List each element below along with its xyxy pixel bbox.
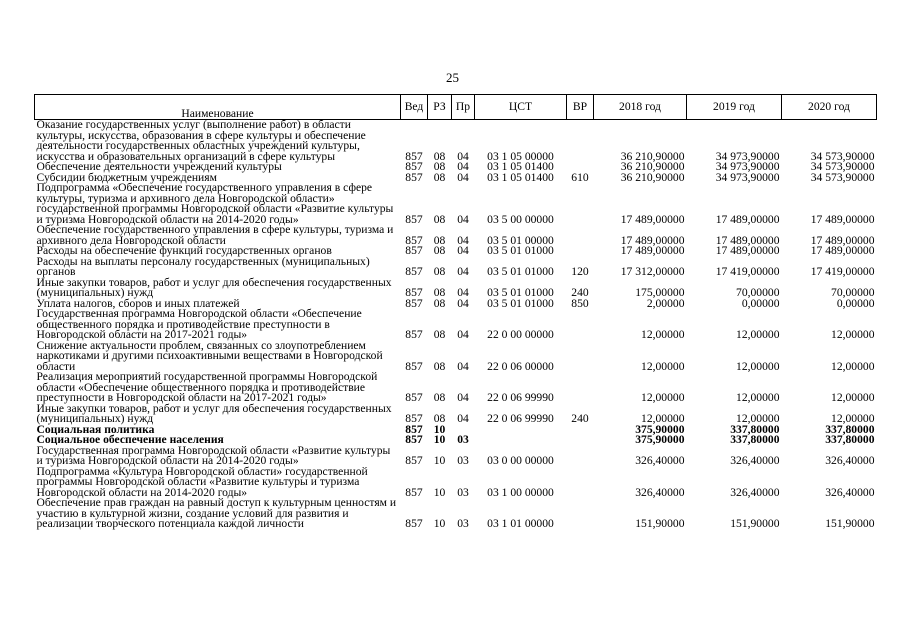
row-cst: 03 0 00 00000 xyxy=(487,454,554,467)
row-pr: 04 xyxy=(457,296,469,310)
row-2019: 12,00000 xyxy=(736,412,780,425)
row-2020: 12,00000 xyxy=(831,328,875,341)
row-2019: 12,00000 xyxy=(736,328,780,341)
row-vr: 240 xyxy=(571,412,589,425)
row-2020: 151,90000 xyxy=(825,517,875,530)
row-rz: 08 xyxy=(433,244,446,257)
header-row xyxy=(35,95,877,120)
row-pr: 04 xyxy=(457,286,469,299)
header-pr: Пр xyxy=(452,95,475,120)
row-ved: 857 xyxy=(405,433,423,446)
row-ved: 857 xyxy=(405,160,423,173)
row-2019: 34 973,90000 xyxy=(715,160,780,173)
row-2019: 17 489,00000 xyxy=(715,233,780,247)
row-rz: 08 xyxy=(433,296,446,310)
row-vr xyxy=(567,372,594,404)
row-2020: 337,80000 xyxy=(825,433,875,446)
row-2020: 34 573,90000 xyxy=(810,160,875,173)
row-cst: 03 1 05 00000 xyxy=(487,149,554,163)
row-cst: 03 5 01 01000 xyxy=(487,286,554,299)
row-ved: 857 xyxy=(405,170,423,184)
row-2020: 70,00000 xyxy=(831,286,875,299)
table-row xyxy=(35,257,877,278)
row-name: Государственная программа Новгородской области «Обеспечение общественного порядка и противодействие преступности в Новгородской области на 2017-2021 годы» xyxy=(36,307,362,341)
row-pr: 04 xyxy=(457,328,469,341)
row-ved: 857 xyxy=(405,149,423,163)
row-pr: 03 xyxy=(457,517,469,530)
row-rz: 08 xyxy=(433,328,446,341)
row-vr xyxy=(567,225,594,246)
row-cst: 03 1 01 00000 xyxy=(487,517,554,530)
row-2019: 337,80000 xyxy=(730,422,780,436)
header-2020: 2020 год xyxy=(782,95,877,120)
header-2018: 2018 год xyxy=(594,95,687,120)
row-2020: 12,00000 xyxy=(831,412,875,425)
row-rz: 10 xyxy=(433,517,446,530)
row-rz: 10 xyxy=(433,454,446,467)
row-vr xyxy=(567,498,594,530)
row-pr: 03 xyxy=(457,485,469,499)
row-rz: 08 xyxy=(433,391,446,404)
table-row xyxy=(35,467,877,499)
row-2018: 36 210,90000 xyxy=(620,149,685,163)
row-2018: 12,00000 xyxy=(641,328,685,341)
row-name: Социальная политика xyxy=(36,422,155,436)
row-pr: 03 xyxy=(457,433,469,446)
row-2020: 34 573,90000 xyxy=(810,170,875,184)
row-rz: 08 xyxy=(433,170,446,184)
row-name: Расходы на выплаты персоналу государственных (муниципальных) органов xyxy=(36,254,370,278)
header-cst: ЦСТ xyxy=(475,95,567,120)
row-cst xyxy=(475,435,567,446)
row-ved: 857 xyxy=(405,359,423,373)
row-2018: 375,90000 xyxy=(635,433,685,446)
row-name: Обеспечение деятельности учреждений культуры xyxy=(36,160,282,173)
row-2020: 17 489,00000 xyxy=(810,233,875,247)
table-row xyxy=(35,225,877,246)
row-vr xyxy=(567,467,594,499)
row-name: Иные закупки товаров, работ и услуг для обеспечения государственных (муниципальных) нужд xyxy=(36,401,392,425)
row-2020: 12,00000 xyxy=(831,359,875,373)
row-cst: 22 0 06 00000 xyxy=(487,359,554,373)
row-ved: 857 xyxy=(405,233,423,247)
header-ved: Вед xyxy=(401,95,428,120)
row-pr: 04 xyxy=(457,244,469,257)
row-vr xyxy=(567,309,594,341)
row-pr: 04 xyxy=(457,412,469,425)
row-name: Субсидии бюджетным учреждениям xyxy=(36,170,217,184)
row-rz: 08 xyxy=(433,212,446,226)
row-cst: 03 1 00 00000 xyxy=(487,485,554,499)
row-cst: 03 5 01 01000 xyxy=(487,265,554,278)
row-2018: 17 489,00000 xyxy=(620,233,685,247)
row-2018: 151,90000 xyxy=(635,517,685,530)
row-2018: 17 489,00000 xyxy=(620,212,685,226)
row-name: Уплата налогов, сборов и иных платежей xyxy=(36,296,240,310)
row-pr: 04 xyxy=(457,149,469,163)
row-rz: 10 xyxy=(433,485,446,499)
row-cst: 03 5 01 01000 xyxy=(487,296,554,310)
row-vr xyxy=(567,183,594,225)
row-vr xyxy=(567,425,594,436)
row-ved: 857 xyxy=(405,265,423,278)
row-2019: 151,90000 xyxy=(730,517,780,530)
row-name: Подпрограмма «Обеспечение государственного управления в сфере культуры, туризма и архивного дела Новгородской области» государственной программы Новгородской области «Развитие культуры и туризма Новгородской области на 2014-2020 годы» xyxy=(36,181,394,226)
row-pr: 04 xyxy=(457,391,469,404)
table-row xyxy=(35,120,877,163)
row-cst: 03 1 05 01400 xyxy=(487,170,554,184)
row-rz: 08 xyxy=(433,265,446,278)
table-row xyxy=(35,372,877,404)
row-pr: 03 xyxy=(457,454,469,467)
row-ved: 857 xyxy=(405,412,423,425)
row-2018: 326,40000 xyxy=(635,454,685,467)
row-2020: 34 573,90000 xyxy=(810,149,875,163)
row-2018: 175,00000 xyxy=(635,286,685,299)
row-cst: 03 5 01 00000 xyxy=(487,233,554,247)
row-rz: 10 xyxy=(433,433,446,446)
row-ved: 857 xyxy=(405,454,423,467)
row-2020: 326,40000 xyxy=(825,485,875,499)
header-vr: ВР xyxy=(567,95,594,120)
row-2018: 375,90000 xyxy=(635,422,685,436)
row-vr xyxy=(567,120,594,163)
row-vr: 610 xyxy=(571,170,589,184)
row-2018: 36 210,90000 xyxy=(620,170,685,184)
row-name: Реализация мероприятий государственной программы Новгородской области «Обеспечение общественного порядка и противодействие преступности в Новгородской области на 2017-2021 годы» xyxy=(36,370,378,404)
budget-table xyxy=(34,94,877,530)
row-ved: 857 xyxy=(405,328,423,341)
row-ved: 857 xyxy=(405,212,423,226)
row-name: Подпрограмма «Культура Новгородской области» государственной программы Новгородской области «Развитие культуры и туризма Новгородской области на 2014-2020 годы» xyxy=(36,464,368,499)
row-2019: 0,00000 xyxy=(741,296,780,310)
row-ved: 857 xyxy=(405,485,423,499)
row-pr: 04 xyxy=(457,170,469,184)
page-number: 25 xyxy=(446,70,459,85)
row-rz: 08 xyxy=(433,149,446,163)
row-2018: 12,00000 xyxy=(641,412,685,425)
row-2019: 326,40000 xyxy=(730,485,780,499)
row-ved: 857 xyxy=(405,517,423,530)
row-2019: 17 489,00000 xyxy=(715,212,780,226)
row-name: Снижение актуальности проблем, связанных со злоупотреблением наркотиками и другими психоактивными веществами в Новгородской области xyxy=(36,338,383,373)
row-vr xyxy=(567,246,594,257)
row-vr: 240 xyxy=(571,286,589,299)
row-vr xyxy=(567,341,594,373)
row-pr: 04 xyxy=(457,265,469,278)
row-cst: 22 0 06 99990 xyxy=(487,391,554,404)
table-row xyxy=(35,341,877,373)
header-name: Наименование xyxy=(35,95,401,120)
row-2019: 34 973,90000 xyxy=(715,149,780,163)
row-2019: 12,00000 xyxy=(736,391,780,404)
row-ved: 857 xyxy=(405,422,423,436)
row-cst: 22 0 00 00000 xyxy=(487,328,554,341)
row-name: Государственная программа Новгородской области «Развитие культуры и туризма Новгородской области на 2014-2020 годы» xyxy=(36,443,391,467)
row-2019: 12,00000 xyxy=(736,359,780,373)
table-row xyxy=(35,309,877,341)
row-cst: 03 5 00 00000 xyxy=(487,212,554,226)
row-pr: 04 xyxy=(457,233,469,247)
header-rz: РЗ xyxy=(428,95,452,120)
row-2019: 326,40000 xyxy=(730,454,780,467)
row-2018: 12,00000 xyxy=(641,359,685,373)
header-2019: 2019 год xyxy=(687,95,782,120)
row-ved: 857 xyxy=(405,244,423,257)
row-2020: 0,00000 xyxy=(836,296,875,310)
row-ved: 857 xyxy=(405,391,423,404)
row-2020: 17 489,00000 xyxy=(810,244,875,257)
row-2019: 17 489,00000 xyxy=(715,244,780,257)
row-2018: 17 489,00000 xyxy=(620,244,685,257)
row-2019: 17 419,00000 xyxy=(715,265,780,278)
row-2020: 17 419,00000 xyxy=(810,265,875,278)
row-name: Обеспечение государственного управления в сфере культуры, туризма и архивного дела Новгородской области xyxy=(36,223,394,247)
row-2018: 2,00000 xyxy=(646,296,685,310)
row-2020: 12,00000 xyxy=(831,391,875,404)
row-rz: 08 xyxy=(433,233,446,247)
row-rz: 10 xyxy=(433,422,446,436)
row-cst xyxy=(475,425,567,436)
table-row xyxy=(35,498,877,530)
row-2018: 17 312,00000 xyxy=(620,265,685,278)
row-2020: 337,80000 xyxy=(825,422,875,436)
row-vr xyxy=(567,435,594,446)
row-2018: 12,00000 xyxy=(641,391,685,404)
row-rz: 08 xyxy=(433,359,446,373)
row-cst: 03 5 01 01000 xyxy=(487,244,554,257)
row-2019: 34 973,90000 xyxy=(715,170,780,184)
row-cst: 22 0 06 99990 xyxy=(487,412,554,425)
row-name: Обеспечение прав граждан на равный доступ к культурным ценностям и участию в культурной жизни, создание условий для развития и реализации творческого потенциала каждой личности xyxy=(36,496,397,530)
table-row xyxy=(35,404,877,425)
row-pr: 04 xyxy=(457,212,469,226)
row-rz: 08 xyxy=(433,412,446,425)
row-pr: 04 xyxy=(457,359,469,373)
row-vr: 850 xyxy=(571,296,589,310)
row-name: Оказание государственных услуг (выполнение работ) в области культуры, искусства, образования в сфере культуры и обеспечение деятельности государственных областных учреждений культуры, искусства и образовательных организаций в сфере культуры xyxy=(36,118,366,163)
row-2020: 17 489,00000 xyxy=(810,212,875,226)
table-row xyxy=(35,183,877,225)
row-rz: 08 xyxy=(433,286,446,299)
row-name: Иные закупки товаров, работ и услуг для обеспечения государственных (муниципальных) нужд xyxy=(36,275,392,299)
row-2018: 326,40000 xyxy=(635,485,685,499)
row-cst: 03 1 05 01400 xyxy=(487,160,554,173)
row-name: Расходы на обеспечение функций государственных органов xyxy=(36,244,332,257)
row-2020: 326,40000 xyxy=(825,454,875,467)
table-row xyxy=(35,278,877,299)
row-rz: 08 xyxy=(433,160,446,173)
row-2019: 70,00000 xyxy=(736,286,780,299)
row-ved: 857 xyxy=(405,296,423,310)
row-name: Социальное обеспечение населения xyxy=(36,433,224,446)
row-pr: 04 xyxy=(457,160,469,173)
row-2018: 36 210,90000 xyxy=(620,160,685,173)
row-vr: 120 xyxy=(571,265,589,278)
row-ved: 857 xyxy=(405,286,423,299)
row-vr xyxy=(567,446,594,467)
row-2019: 337,80000 xyxy=(730,433,780,446)
table-row xyxy=(35,446,877,467)
